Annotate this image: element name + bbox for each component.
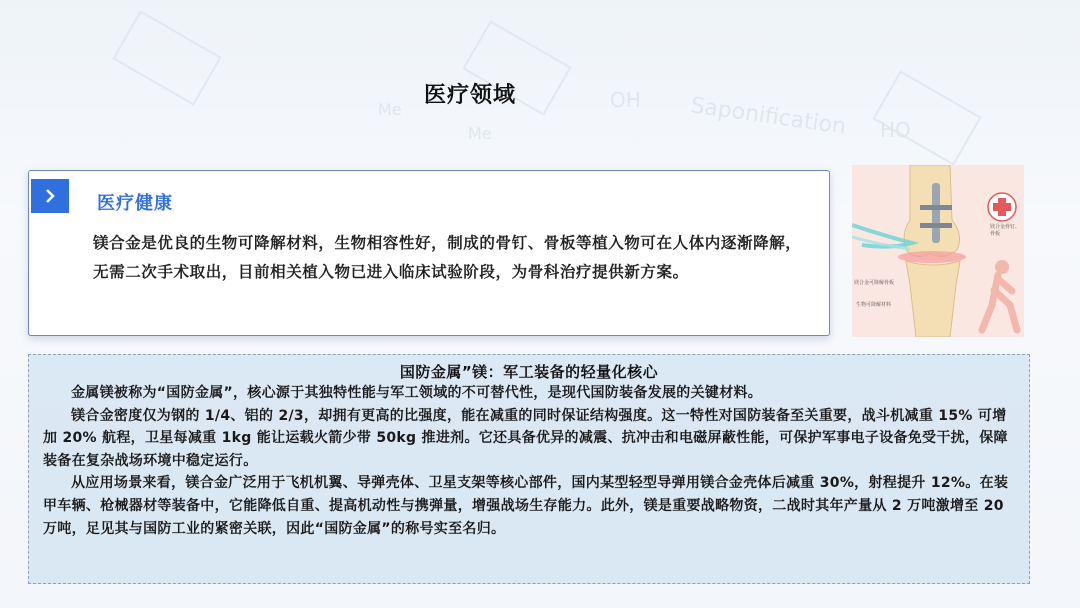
bg-formula: HO bbox=[880, 118, 911, 142]
bg-formula: Me bbox=[378, 100, 402, 119]
illustration-label: 镁合金可降解骨板 bbox=[854, 280, 895, 286]
bg-formula: OH bbox=[610, 88, 641, 112]
box-title: 国防金属”镁：军工装备的轻量化核心 bbox=[399, 363, 659, 381]
card-heading: 医疗健康 bbox=[97, 193, 173, 214]
knee-implant-illustration bbox=[852, 165, 1024, 337]
medical-card bbox=[28, 170, 830, 336]
card-body: 镁合金是优良的生物可降解材料，生物相容性好，制成的骨钉、骨板等植入物可在人体内逐渐降解，无需二次手术取出，目前相关植入物已进入临床试验阶段，为骨科治疗提供新方案。 bbox=[93, 234, 802, 281]
defense-metal-box bbox=[28, 354, 1030, 584]
chevron-right-icon bbox=[31, 179, 69, 213]
illustration-label: 生物可降解材料 bbox=[856, 302, 892, 308]
bg-formula: Me bbox=[468, 124, 492, 143]
bg-word: Saponification bbox=[689, 93, 848, 140]
box-paragraph: 金属镁被称为“国防金属”，核心源于其独特性能与军工领域的不可替代性，是现代国防装备发展的关键材料。 bbox=[71, 385, 763, 401]
box-paragraph: 镁合金密度仅为钢的 1/4、铝的 2/3，却拥有更高的比强度，能在减重的同时保证结构强度。这一特性对国防装备至关重要，战斗机减重 15% 可增加 20% 航程，卫星每减重 1kg 能让运载火箭少带 50kg 推进剂。它还具备优异的减震、抗冲击和电磁屏蔽性能，可保护军事电子设备免受干扰，保障装备在复杂战场环境中稳定运行。 bbox=[43, 407, 1008, 469]
illustration-label: 镁合金骨钉、骨板 bbox=[990, 224, 1021, 237]
page-title: 医疗领域 bbox=[423, 83, 516, 108]
box-paragraph: 从应用场景来看，镁合金广泛用于飞机机翼、导弹壳体、卫星支架等核心部件，国内某型轻型导弹用镁合金壳体后减重 30%，射程提升 12%。在装甲车辆、枪械器材等装备中，它能降低自重、提高机动性与携弹量，增强战场生存能力。此外，镁是重要战略物资，二战时其年产量从 2 万吨激增至 20 万吨，足见其与国防工业的紧密关联，因此“国防金属”的称号实至名归。 bbox=[43, 475, 1009, 537]
